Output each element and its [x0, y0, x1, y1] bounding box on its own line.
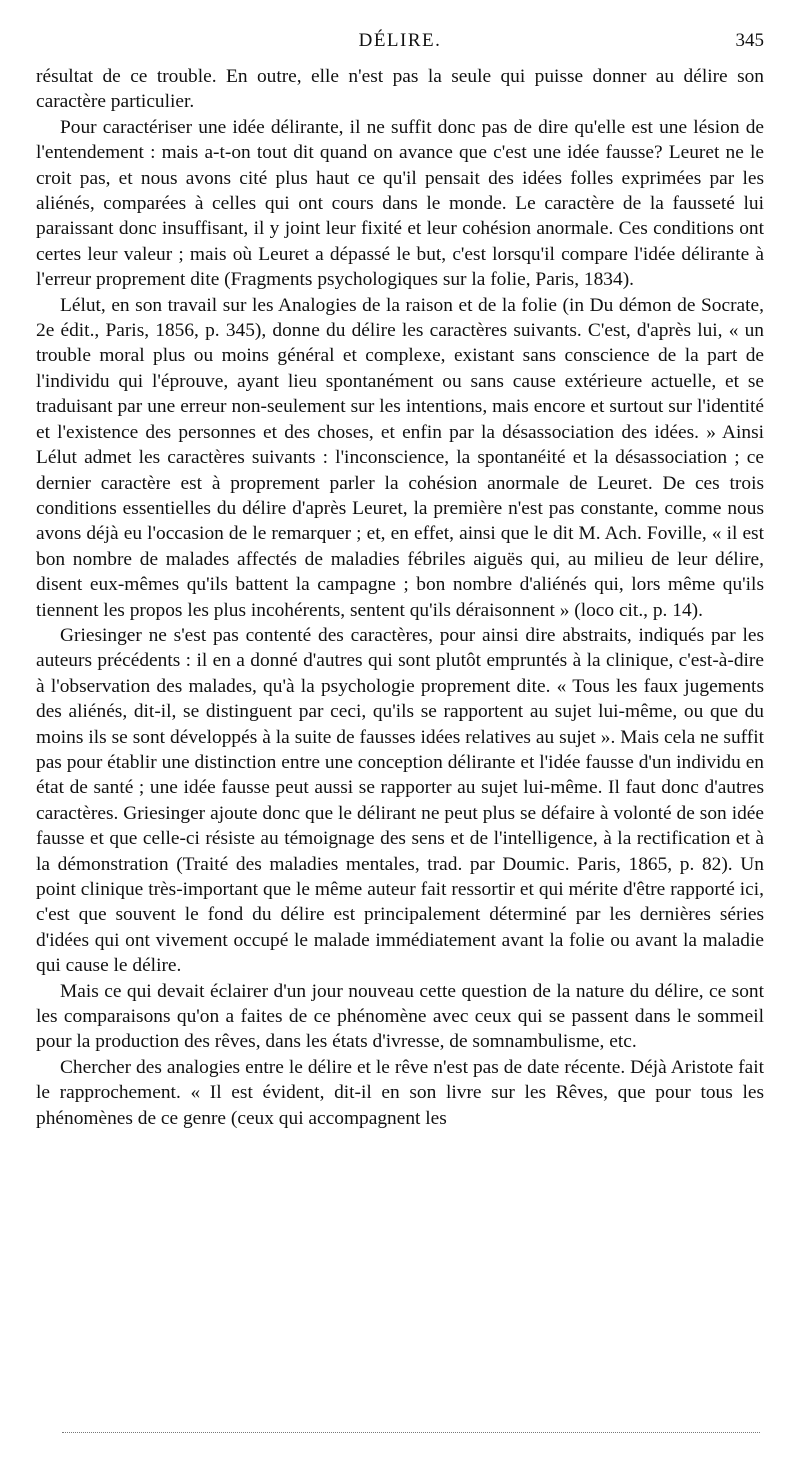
page-number: 345: [735, 30, 764, 51]
page-header: [36, 30, 764, 58]
paragraph: Chercher des analogies entre le délire et le rêve n'est pas de date récente. Déjà Aristote fait le rapprochement. « Il est évident, dit-il en son livre sur les Rêves, que pour tous les phénomènes de ce genre (ceux qui accompagnent les: [36, 1056, 764, 1129]
paragraph: résultat de ce trouble. En outre, elle n'est pas la seule qui puisse donner au délire son caractère particulier.: [36, 66, 764, 113]
running-title: DÉLIRE.: [358, 30, 442, 51]
footer-rule: [62, 1432, 760, 1433]
body-text: [36, 64, 764, 1131]
paragraph: Pour caractériser une idée délirante, il ne suffit donc pas de dire qu'elle est une lésion de l'entendement : mais a-t-on tout dit quand on avance que c'est une idée fausse? Leuret ne le croit pas, et nous avons cité plus haut ce qu'il pensait des idées folles exprimées par les aliénés, comparées à celles qui ont cours dans le monde. Le caractère de la fausseté lui paraissant donc insuffisant, il y joint leur fixité et leur cohésion anormale. Ces conditions ont certes leur valeur ; mais où Leuret a dépassé le but, c'est lorsqu'il compare l'idée délirante à l'erreur proprement dite (Fragments psychologiques sur la folie, Paris, 1834).: [36, 116, 764, 291]
paragraph: Lélut, en son travail sur les Analogies de la raison et de la folie (in Du démon de Socrate, 2e édit., Paris, 1856, p. 345), donne du délire les caractères suivants. C'est, d'après lui, « un trouble moral plus ou moins général et complexe, existant sans conscience de la part de l'individu qui l'éprouve, ayant lieu spontanément ou sans cause extérieure actuelle, et se traduisant par une erreur non-seulement sur les intentions, mais encore et surtout sur l'identité et l'existence des personnes et des choses, et enfin par la désassociation des idées. » Ainsi Lélut admet les caractères suivants : l'inconscience, la spontanéité et la désassociation ; ce dernier caractère est à proprement parler la cohésion anormale de Leuret. De ces trois conditions essentielles du délire d'après Leuret, la première n'est pas constante, comme nous avons déjà eu l'occasion de le remarquer ; et, en effet, ainsi que le dit M. Ach. Foville, « il est bon nombre de malades affectés de maladies fébriles aiguës qui, au milieu de leur délire, disent eux-mêmes qu'ils battent la campagne ; bon nombre d'aliénés qui, lors même qu'ils tiennent les propos les plus incohérents, sentent qu'ils déraisonnent » (loco cit., p. 14).: [36, 294, 764, 621]
paragraph: Griesinger ne s'est pas contenté des caractères, pour ainsi dire abstraits, indiqués par les auteurs précédents : il en a donné d'autres qui sont plutôt empruntés à la clinique, c'est-à-dire à l'observation des malades, qu'à la psychologie proprement dite. « Tous les faux jugements des aliénés, dit-il, se distinguent par ceci, qu'ils se rapportent au sujet lui-même, ou que du moins ils se sont développés à la suite de fausses idées relatives au sujet ». Mais cela ne suffit pas pour établir une distinction entre une conception délirante et l'idée fausse d'un individu en état de santé ; une idée fausse peut aussi se rapporter au sujet lui-même. Il faut donc d'autres caractères. Griesinger ajoute donc que le délirant ne peut plus se défaire à volonté de son idée fausse et que celle-ci résiste au témoignage des sens et de l'intelligence, à la rectification et à la démonstration (Traité des maladies mentales, trad. par Doumic. Paris, 1865, p. 82). Un point clinique très-important que le même auteur fait ressortir et qui mérite d'être rapporté ici, c'est que souvent le fond du délire est principalement déterminé par les dernières séries d'idées qui ont vivement occupé le malade immédiatement avant la folie ou avant la maladie qui cause le délire.: [36, 624, 764, 977]
paragraph: Mais ce qui devait éclairer d'un jour nouveau cette question de la nature du délire, ce sont les comparaisons qu'on a faites de ce phénomène avec ceux qui se passent dans le sommeil pour la production des rêves, dans les états d'ivresse, de somnambulisme, etc.: [36, 980, 764, 1053]
